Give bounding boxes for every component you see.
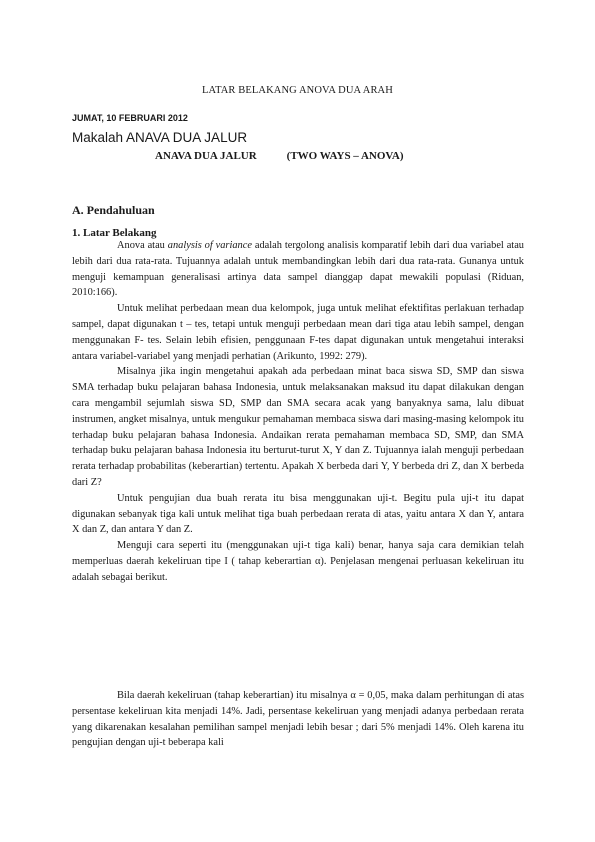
subsection-heading: 1. Latar Belakang: [72, 227, 157, 239]
section-heading: A. Pendahuluan: [72, 203, 155, 217]
body-text-main: [72, 238, 524, 586]
body-text-continued: [72, 688, 524, 751]
paragraph-1-start: Anova atau: [117, 240, 168, 251]
subtitle-line: [155, 150, 404, 162]
paragraph-4: Untuk pengujian dua buah rerata itu bisa menggunakan uji-t. Begitu pula uji-t itu dapat digunakan sebanyak tiga kali untuk melihat tiga buah perbedaan rerata di atas, yaitu antara X dan Y, antara X dan Z, dan antara Y dan Z.: [72, 492, 524, 536]
paragraph-5: Menguji cara seperti itu (menggunakan uji-t tiga kali) benar, hanya saja cara demikian telah memperluas daerah kekeliruan tipe I ( tahap keberartian α). Penjelasan mengenai perluasan kekeliruan itu adalah sebagai berikut.: [72, 540, 524, 583]
makalah-title: Makalah ANAVA DUA JALUR: [72, 130, 248, 145]
subtitle-right: (TWO WAYS – ANOVA): [286, 150, 404, 162]
paragraph-1-end: adalah tergolong analisis komparatif lebih dari dua variabel atau lebih dari dua rata-rata. Tujuannya adalah untuk membandingkan lebih dari dua rata-rata. Gunanya untuk menguji kemampuan generalisasi artinya data sampel dianggap dapat mewakili populasi (Riduan, 2010:166).: [72, 240, 524, 299]
paragraph-2: Untuk melihat perbedaan mean dua kelompok, juga untuk melihat efektifitas perlakuan terhadap sampel, dapat digunakan t – tes, tetapi untuk menguji perbedaan mean dari tiga atau lebih sampel, dengan menggunakan F- tes. Selain lebih efisien, penggunaan F-tes dapat digunakan untuk mengetahui interaksi antara variabel-variabel yang menjadi perhatian (Arikunto, 1992: 279).: [72, 303, 524, 362]
paragraph-6: Bila daerah kekeliruan (tahap keberartian) itu misalnya α = 0,05, maka dalam perhitungan di atas persentase kekeliruan kita menjadi 14%. Jadi, persentase kekeliruan yang menjadi adanya perbedaan rerata yang dikarenakan kesalahan pemilihan sampel menjadi lebih besar ; dari 5% menjadi 14%. Oleh karena itu pengujian dengan uji-t beberapa kali: [72, 690, 524, 749]
paragraph-1: [72, 238, 524, 301]
subtitle-left: ANAVA DUA JALUR: [155, 150, 257, 162]
page-top-title: LATAR BELAKANG ANOVA DUA ARAH: [202, 85, 393, 96]
paragraph-1-italic: analysis of variance: [167, 240, 252, 251]
paragraph-3: Misalnya jika ingin mengetahui apakah ada perbedaan minat baca siswa SD, SMP dan siswa SMA terhadap buku pelajaran bahasa Indonesia, untuk melaksanakan maksud itu dapat dilakukan dengan cara mengambil sejumlah siswa SD, SMP dan SMA secara acak yang banyaknya sama, lalu dibuat instrumen, angket misalnya, untuk mengukur pemahaman membaca siswa dari masing-masing kelompok itu terhadap buku pelajaran bahasa Indonesia. Andaikan rerata pemahaman membaca SD, SMP, dan SMA terhadap buku pelajaran bahasa Indonesia itu berturut-turut X, Y dan Z. Tujuannya ialah menguji perbedaan rerata terhadap probabilitas (keberartian) tertentu. Apakah X berbeda dari Y, Y berbeda dri Z, dan X berbeda dari Z?: [72, 366, 524, 488]
post-date: JUMAT, 10 FEBRUARI 2012: [72, 113, 188, 123]
